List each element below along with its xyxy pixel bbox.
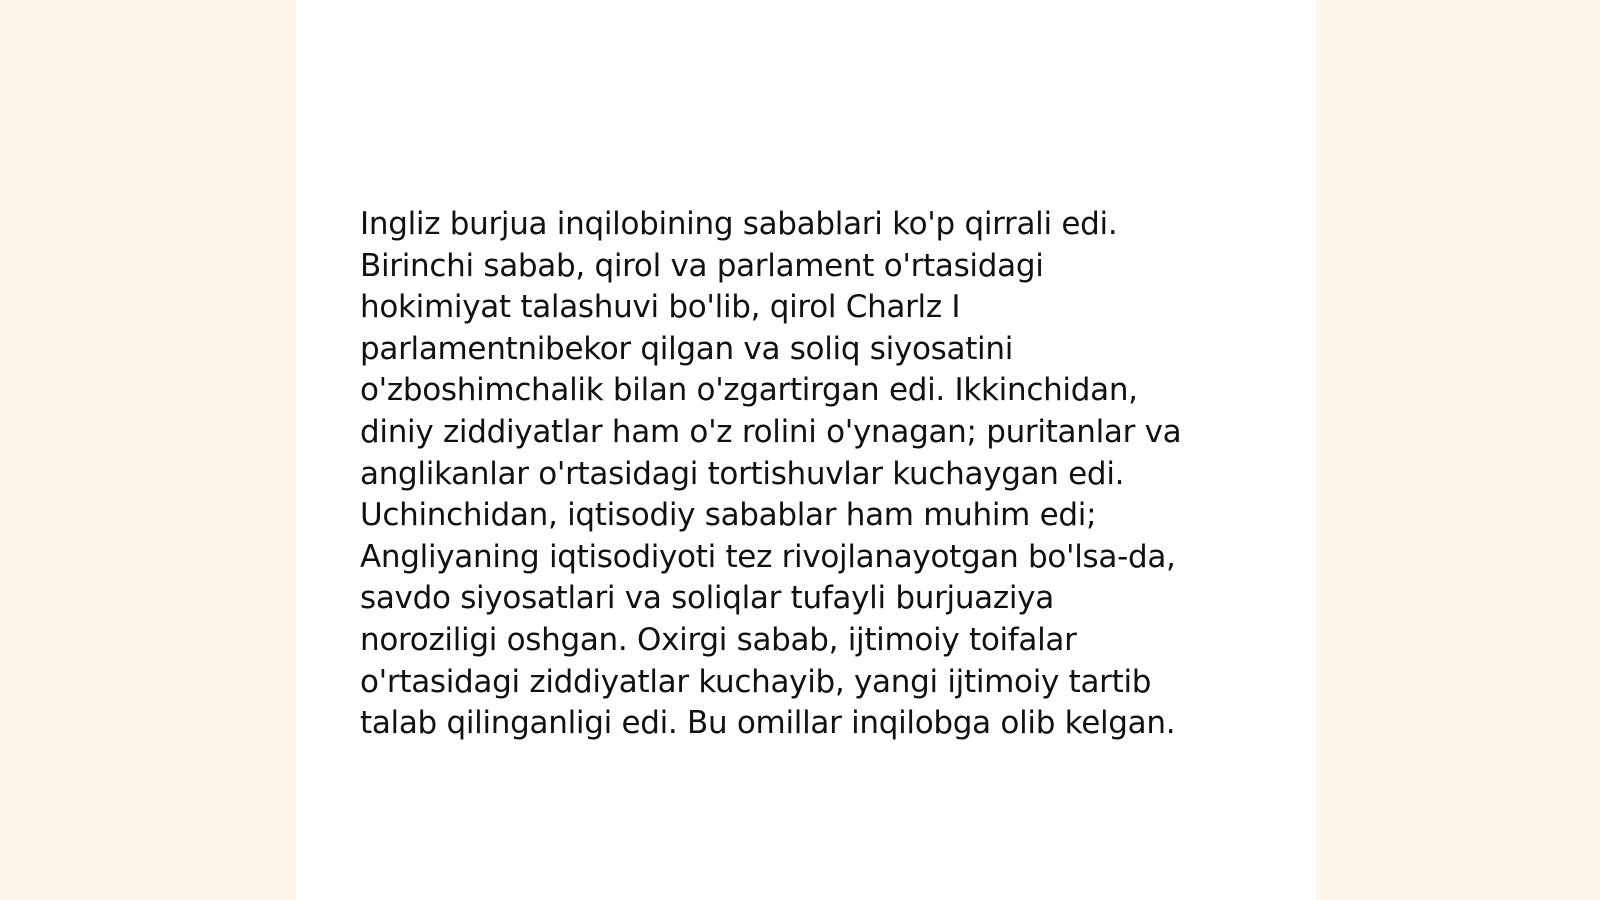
slide-page [296, 0, 1316, 900]
text-line: Birinchi sabab, qirol va parlament o'rtasidagi [360, 247, 1044, 284]
text-line: parlamentnibekor qilgan va soliq siyosatini [360, 330, 1014, 367]
text-line: o'zboshimchalik bilan o'zgartirgan edi. Ikkinchidan, [360, 372, 1138, 409]
text-line: noroziligi oshgan. Oxirgi sabab, ijtimoiy toifalar [360, 621, 1077, 658]
text-line: savdo siyosatlari va soliqlar tufayli burjuaziya [360, 580, 1054, 617]
slide-body-text [360, 204, 1260, 745]
text-line: diniy ziddiyatlar ham o'z rolini o'ynagan; puritanlar va [360, 413, 1182, 450]
text-line: anglikanlar o'rtasidagi tortishuvlar kuchaygan edi. [360, 455, 1125, 492]
text-line: Uchinchidan, iqtisodiy sabablar ham muhim edi; [360, 497, 1097, 534]
text-line: Angliyaning iqtisodiyoti tez rivojlanayotgan bo'lsa-da, [360, 538, 1176, 575]
text-line: talab qilinganligi edi. Bu omillar inqilobga olib kelgan. [360, 705, 1176, 742]
text-line: Ingliz burjua inqilobining sabablari ko'p qirrali edi. [360, 206, 1118, 242]
text-line: o'rtasidagi ziddiyatlar kuchayib, yangi ijtimoiy tartib [360, 663, 1152, 700]
text-line: hokimiyat talashuvi bo'lib, qirol Charlz I [360, 289, 961, 326]
